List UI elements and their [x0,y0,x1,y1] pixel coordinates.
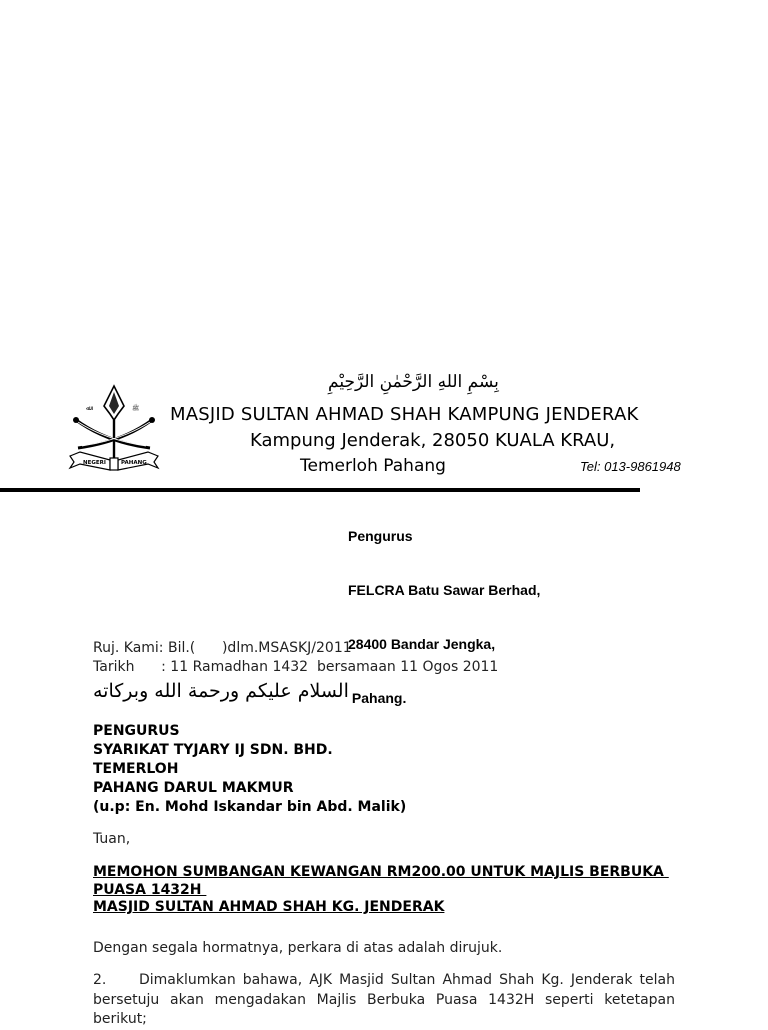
organization-telephone: Tel: 013-9861948 [580,459,681,474]
letterhead-divider [0,488,640,492]
pahang-crest-icon [66,384,162,476]
crest-ribbon-left-label: NEGERI [83,460,106,466]
reference-number: Ruj. Kami: Bil.( )dlm.MSASKJ/2011 [93,640,352,656]
addressee-line: Pengurus [348,528,413,544]
recipient-line: PAHANG DARUL MAKMUR [93,780,294,796]
addressee-line: FELCRA Batu Sawar Berhad, [348,582,541,598]
organization-name: MASJID SULTAN AHMAD SHAH KAMPUNG JENDERAK [170,404,639,425]
svg-text:ﷺ: ﷺ [132,405,140,412]
paragraph-number: 2. [93,972,107,988]
subject-line: PUASA 1432H [93,881,207,898]
crest-ribbon-right-label: PAHANG [121,460,147,466]
salam-greeting: السلام عليكم ورحمة الله وبركاته [93,680,349,702]
recipient-line: SYARIKAT TYJARY IJ SDN. BHD. [93,742,333,758]
letter-date: Tarikh : 11 Ramadhan 1432 bersamaan 11 Ogos 2011 [93,659,499,675]
organization-address-line2: Temerloh Pahang [300,456,446,476]
salutation: Tuan, [93,831,131,847]
basmalah-calligraphy: بِسْمِ اللهِ الرَّحْمٰنِ الرَّحِيْمِ [328,372,499,392]
addressee-block [348,491,540,725]
recipient-line: PENGURUS [93,723,180,739]
paragraph-text: Dimaklumkan bahawa, AJK Masjid Sultan Ahmad Shah Kg. Jenderak telah bersetuju akan mengadakan Majlis Berbuka Puasa 1432H seperti ketetapan berikut; [93,972,675,1027]
recipient-line: (u.p: En. Mohd Iskandar bin Abd. Malik) [93,799,407,815]
svg-text:ﷲ: ﷲ [86,405,90,412]
body-paragraph-2 [93,971,675,1030]
recipient-block [93,722,406,817]
subject-line: MEMOHON SUMBANGAN KEWANGAN RM200.00 UNTUK MAJLIS BERBUKA [93,864,669,880]
subject-line: MASJID SULTAN AHMAD SHAH KG. JENDERAK [93,899,445,915]
letter-subject [93,864,669,917]
addressee-line: Pahang. [348,690,407,706]
recipient-line: TEMERLOH [93,761,179,777]
organization-address-line1: Kampung Jenderak, 28050 KUALA KRAU, [250,430,616,451]
body-paragraph-1: Dengan segala hormatnya, perkara di atas adalah dirujuk. [93,940,503,956]
addressee-line: 28400 Bandar Jengka, [348,636,496,652]
